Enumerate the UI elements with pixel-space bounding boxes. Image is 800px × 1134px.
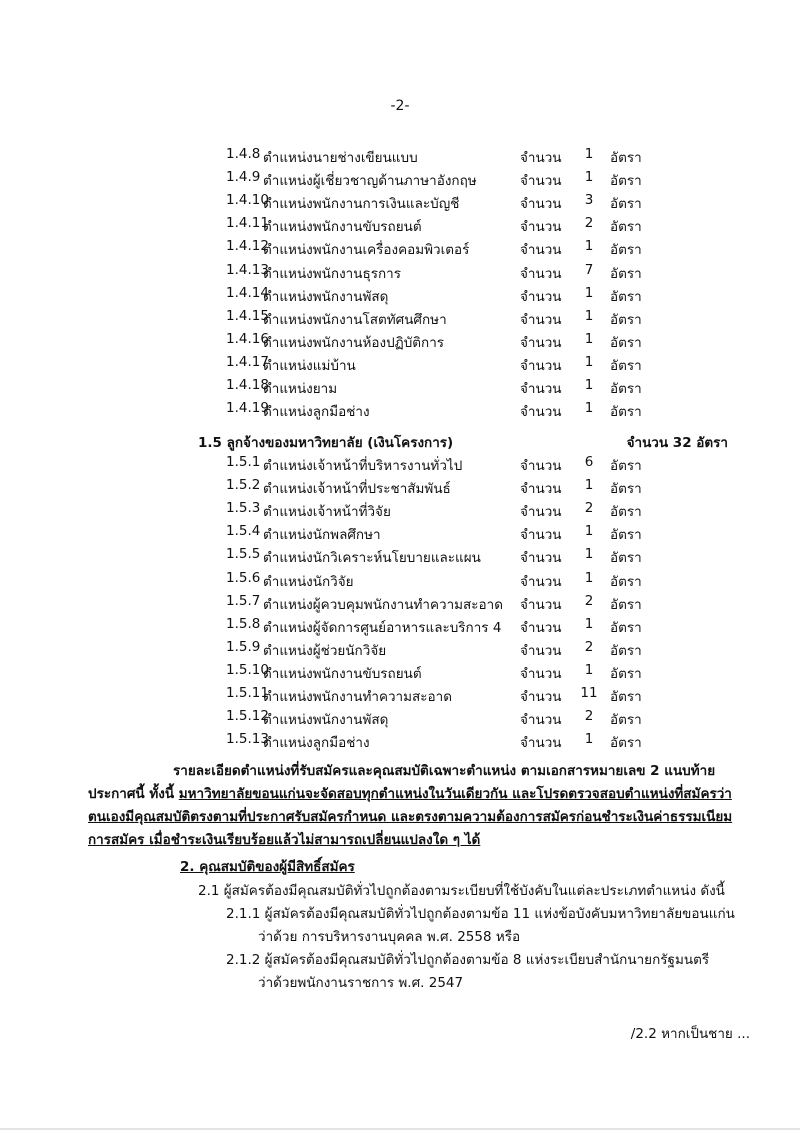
position-code: 1.4.13 <box>226 261 269 278</box>
position-code: 1.5.13 <box>226 731 269 748</box>
position-row <box>226 523 706 545</box>
position-row <box>226 639 706 661</box>
heading-qualifications: 2. คุณสมบัติของผู้มีสิทธิ์สมัคร <box>180 859 355 875</box>
section-1-5-total: จำนวน 32 อัตรา <box>626 435 728 451</box>
position-row <box>226 570 706 592</box>
unit-label: อัตรา <box>610 150 642 166</box>
position-count: 1 <box>584 523 594 540</box>
position-row <box>226 616 706 638</box>
unit-label: อัตรา <box>610 665 642 682</box>
position-count: 2 <box>584 592 594 609</box>
position-row <box>226 308 706 330</box>
position-row <box>226 354 706 376</box>
position-row <box>226 285 706 307</box>
position-title: ตำแหน่งพนักงานพัสดุ <box>263 288 389 305</box>
count-label: จำนวน <box>520 288 562 305</box>
position-title: ตำแหน่งเจ้าหน้าที่บริหารงานทั่วไป <box>263 458 463 474</box>
position-code: 1.4.16 <box>226 330 269 347</box>
position-count: 1 <box>584 661 594 678</box>
unit-label: อัตรา <box>610 357 642 374</box>
count-label: จำนวน <box>520 642 562 659</box>
unit-label: อัตรา <box>610 173 642 190</box>
position-title: ตำแหน่งพนักงานขับรถยนต์ <box>263 219 422 236</box>
position-row <box>226 454 706 476</box>
position-count: 2 <box>584 708 594 725</box>
position-code: 1.4.19 <box>226 400 269 417</box>
position-row <box>226 192 706 214</box>
position-code: 1.5.12 <box>226 708 269 725</box>
position-code: 1.4.10 <box>226 192 269 209</box>
position-count: 7 <box>584 261 594 278</box>
unit-label: อัตรา <box>610 219 642 236</box>
position-row <box>226 662 706 684</box>
position-title: ตำแหน่งพนักงานการเงินและบัญชี <box>263 196 460 213</box>
page-number: -2- <box>390 98 410 114</box>
announcement-line-2-plain: ประกาศนี้ ทั้งนี้ <box>88 786 179 802</box>
position-row <box>226 146 706 168</box>
continuation-note: /2.2 หากเป็นชาย ... <box>630 1026 750 1042</box>
position-title: ตำแหน่งลูกมือช่าง <box>263 735 370 752</box>
position-row <box>226 546 706 568</box>
position-count: 1 <box>584 169 594 186</box>
position-count: 1 <box>584 284 594 301</box>
count-label: จำนวน <box>520 665 562 682</box>
unit-label: อัตรา <box>610 619 642 636</box>
position-code: 1.5.2 <box>226 477 261 494</box>
count-label: จำนวน <box>520 504 562 521</box>
position-title: ตำแหน่งนักพลศึกษา <box>263 527 381 544</box>
position-code: 1.4.8 <box>226 146 261 162</box>
count-label: จำนวน <box>520 242 562 259</box>
unit-label: อัตรา <box>610 265 642 282</box>
position-title: ตำแหน่งพนักงานโสตทัศนศึกษา <box>263 311 447 328</box>
position-code: 1.4.12 <box>226 238 269 255</box>
position-row <box>226 331 706 353</box>
position-row <box>226 731 706 753</box>
count-label: จำนวน <box>520 196 562 213</box>
position-title: ตำแหน่งผู้จัดการศูนย์อาหารและบริการ 4 <box>263 619 502 636</box>
announcement-line-3: ตนเองมีคุณสมบัติตรงตามที่ประกาศรับสมัครกำหนด และตรงตามความต้องการสมัครก่อนชำระเงินค่าธรรมเนียม <box>88 809 733 825</box>
unit-label: อัตรา <box>610 311 642 328</box>
unit-label: อัตรา <box>610 196 642 213</box>
item-2-1-1-line-2: ว่าด้วย การบริหารงานบุคคล พ.ศ. 2558 หรือ <box>258 929 521 945</box>
count-label: จำนวน <box>520 596 562 613</box>
position-code: 1.5.10 <box>226 661 269 678</box>
section-1-5-title: 1.5 ลูกจ้างของมหาวิทยาลัย (เงินโครงการ) <box>198 435 454 451</box>
position-title: ตำแหน่งนักวิจัย <box>263 573 354 590</box>
count-label: จำนวน <box>520 173 562 190</box>
position-code: 1.4.15 <box>226 307 269 324</box>
position-count: 6 <box>584 454 594 470</box>
position-title: ตำแหน่งพนักงานห้องปฏิบัติการ <box>263 334 445 351</box>
position-title: ตำแหน่งนายช่างเขียนแบบ <box>263 150 418 166</box>
position-title: ตำแหน่งยาม <box>263 381 338 397</box>
count-label: จำนวน <box>520 689 562 705</box>
position-code: 1.5.11 <box>226 685 269 701</box>
count-label: จำนวน <box>520 265 562 282</box>
position-row <box>226 377 706 399</box>
count-label: จำนวน <box>520 481 562 498</box>
count-label: จำนวน <box>520 573 562 590</box>
position-row <box>226 238 706 260</box>
position-code: 1.5.4 <box>226 523 261 540</box>
unit-label: อัตรา <box>610 596 642 613</box>
item-2-1-1-line-1: 2.1.1 ผู้สมัครต้องมีคุณสมบัติทั่วไปถูกต้องตามข้อ 11 แห่งข้อบังคับมหาวิทยาลัยขอนแก่น <box>226 906 735 922</box>
position-code: 1.5.1 <box>226 454 261 470</box>
position-title: ตำแหน่งพนักงานทำความสะอาด <box>263 689 452 705</box>
count-label: จำนวน <box>520 150 562 166</box>
count-label: จำนวน <box>520 550 562 567</box>
position-code: 1.4.9 <box>226 169 261 186</box>
position-title: ตำแหน่งพนักงานเครื่องคอมพิวเตอร์ <box>263 242 470 259</box>
count-label: จำนวน <box>520 527 562 544</box>
position-count: 1 <box>584 731 594 748</box>
announcement-line-2 <box>88 783 756 806</box>
scan-edge-line <box>0 1128 800 1130</box>
count-label: จำนวน <box>520 619 562 636</box>
count-label: จำนวน <box>520 357 562 374</box>
position-title: ตำแหน่งนักวิเคราะห์นโยบายและแผน <box>263 550 481 567</box>
item-2-1-2-line-1: 2.1.2 ผู้สมัครต้องมีคุณสมบัติทั่วไปถูกต้องตามข้อ 8 แห่งระเบียบสำนักนายกรัฐมนตรี <box>226 952 710 968</box>
count-label: จำนวน <box>520 735 562 752</box>
position-row <box>226 500 706 522</box>
position-code: 1.5.6 <box>226 569 261 586</box>
position-count: 1 <box>584 400 594 417</box>
position-title: ตำแหน่งลูกมือช่าง <box>263 404 370 421</box>
item-2-1-2-line-2: ว่าด้วยพนักงานราชการ พ.ศ. 2547 <box>258 975 464 991</box>
position-code: 1.4.14 <box>226 284 269 301</box>
position-row <box>226 477 706 499</box>
position-title: ตำแหน่งแม่บ้าน <box>263 357 356 374</box>
position-title: ตำแหน่งเจ้าหน้าที่วิจัย <box>263 504 391 521</box>
position-row <box>226 400 706 422</box>
unit-label: อัตรา <box>610 481 642 498</box>
position-count: 2 <box>584 215 594 232</box>
position-row <box>226 685 706 707</box>
count-label: จำนวน <box>520 404 562 421</box>
position-count: 1 <box>584 353 594 370</box>
position-code: 1.4.18 <box>226 377 269 393</box>
position-count: 1 <box>584 477 594 494</box>
count-label: จำนวน <box>520 219 562 236</box>
unit-label: อัตรา <box>610 573 642 590</box>
position-count: 11 <box>580 685 598 701</box>
item-2-1: 2.1 ผู้สมัครต้องมีคุณสมบัติทั่วไปถูกต้องตามระเบียบที่ใช้บังคับในแต่ละประเภทตำแหน่ง ดังนี้ <box>198 883 725 899</box>
announcement-line-1: รายละเอียดตำแหน่งที่รับสมัครและคุณสมบัติเฉพาะตำแหน่ง ตามเอกสารหมายเลข 2 แนบท้าย <box>173 763 716 779</box>
position-code: 1.5.9 <box>226 638 261 655</box>
position-count: 1 <box>584 569 594 586</box>
position-code: 1.5.5 <box>226 546 261 563</box>
position-row <box>226 262 706 284</box>
position-count: 1 <box>584 146 594 162</box>
position-row <box>226 593 706 615</box>
position-count: 1 <box>584 546 594 563</box>
position-title: ตำแหน่งพนักงานขับรถยนต์ <box>263 665 422 682</box>
unit-label: อัตรา <box>610 735 642 752</box>
count-label: จำนวน <box>520 712 562 729</box>
unit-label: อัตรา <box>610 642 642 659</box>
unit-label: อัตรา <box>610 527 642 544</box>
unit-label: อัตรา <box>610 288 642 305</box>
announcement-paragraph <box>88 760 756 852</box>
position-title: ตำแหน่งพนักงานธุรการ <box>263 265 401 282</box>
position-count: 2 <box>584 500 594 517</box>
position-count: 1 <box>584 330 594 347</box>
unit-label: อัตรา <box>610 334 642 351</box>
unit-label: อัตรา <box>610 504 642 521</box>
unit-label: อัตรา <box>610 550 642 567</box>
position-count: 1 <box>584 307 594 324</box>
position-code: 1.5.3 <box>226 500 261 517</box>
unit-label: อัตรา <box>610 458 642 474</box>
position-count: 1 <box>584 377 594 393</box>
count-label: จำนวน <box>520 381 562 397</box>
position-code: 1.4.17 <box>226 353 269 370</box>
announcement-line-2-underlined: มหาวิทยาลัยขอนแก่นจะจัดสอบทุกตำแหน่งในวันเดียวกัน และโปรดตรวจสอบตำแหน่งที่สมัครว่า <box>178 786 732 802</box>
section-1-5-heading <box>198 431 728 453</box>
position-count: 2 <box>584 638 594 655</box>
announcement-line-4: การสมัคร เมื่อชำระเงินเรียบร้อยแล้วไม่สามารถเปลี่ยนแปลงใด ๆ ได้ <box>88 832 481 848</box>
count-label: จำนวน <box>520 458 562 474</box>
position-row <box>226 708 706 730</box>
unit-label: อัตรา <box>610 404 642 421</box>
unit-label: อัตรา <box>610 242 642 259</box>
position-row <box>226 169 706 191</box>
unit-label: อัตรา <box>610 712 642 729</box>
position-title: ตำแหน่งผู้เชี่ยวชาญด้านภาษาอังกฤษ <box>263 173 477 190</box>
count-label: จำนวน <box>520 334 562 351</box>
position-title: ตำแหน่งเจ้าหน้าที่ประชาสัมพันธ์ <box>263 481 451 498</box>
unit-label: อัตรา <box>610 689 642 705</box>
unit-label: อัตรา <box>610 381 642 397</box>
position-title: ตำแหน่งผู้ควบคุมพนักงานทำความสะอาด <box>263 596 504 613</box>
position-row <box>226 215 706 237</box>
count-label: จำนวน <box>520 311 562 328</box>
position-count: 3 <box>584 192 594 209</box>
position-code: 1.5.8 <box>226 615 261 632</box>
position-title: ตำแหน่งผู้ช่วยนักวิจัย <box>263 642 387 659</box>
position-title: ตำแหน่งพนักงานพัสดุ <box>263 712 389 729</box>
position-count: 1 <box>584 238 594 255</box>
position-code: 1.5.7 <box>226 592 261 609</box>
position-count: 1 <box>584 615 594 632</box>
position-code: 1.4.11 <box>226 215 269 232</box>
